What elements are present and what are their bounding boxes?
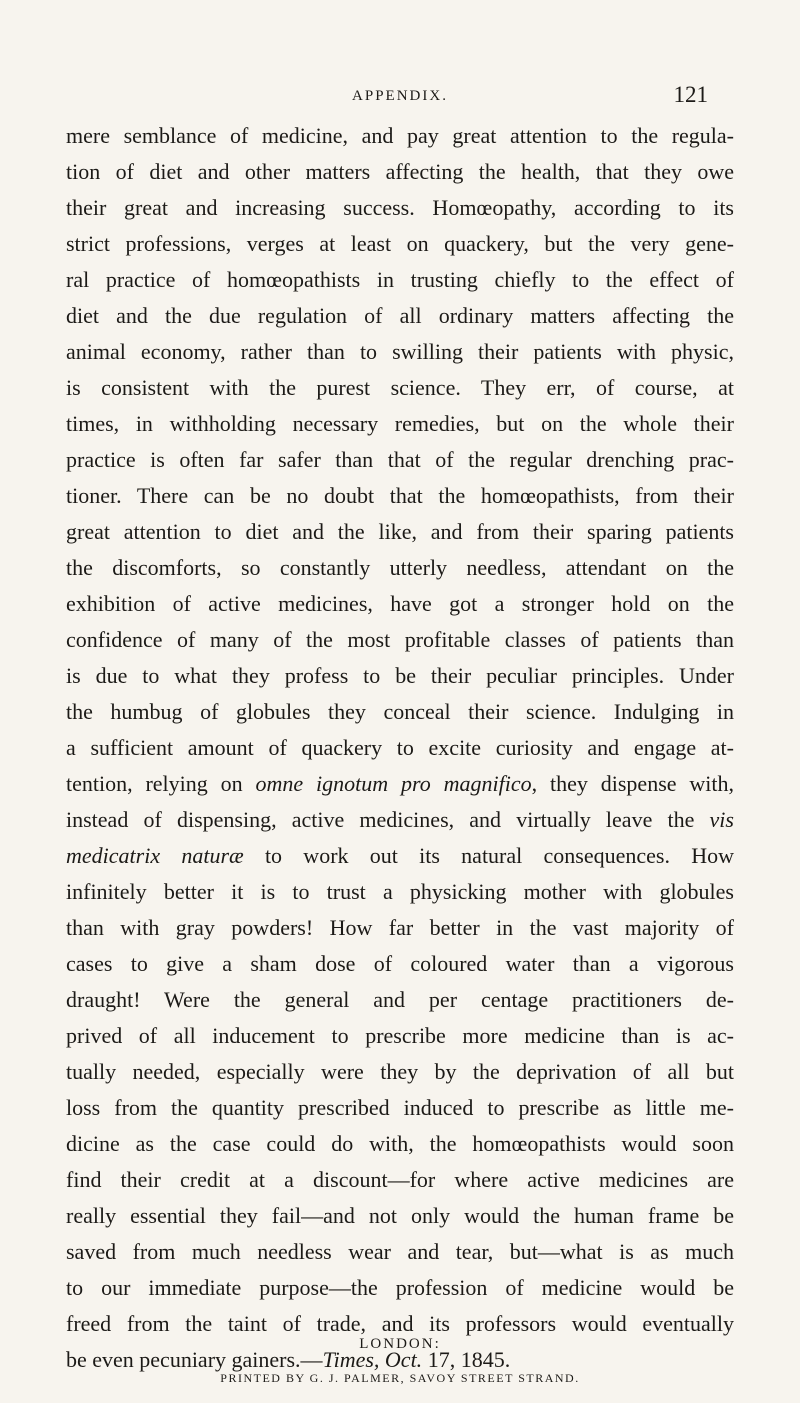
- text-line: ral practice of homœopathists in trusting chiefly to the effect of: [66, 267, 734, 292]
- text-line: tention, relying on omne ignotum pro magnifico, they dispense with,: [66, 771, 734, 796]
- text-line: the humbug of globules they conceal their science. Indulging in: [66, 699, 734, 724]
- italic-phrase: Times, Oct.: [322, 1347, 423, 1372]
- text-line: confidence of many of the most profitable classes of patients than: [66, 627, 734, 652]
- italic-phrase: vis: [709, 807, 734, 832]
- text-line: draught! Were the general and per centage practitioners de-: [66, 987, 734, 1012]
- text-line: great attention to diet and the like, and from their sparing patients: [66, 519, 734, 544]
- text-line: times, in withholding necessary remedies, but on the whole their: [66, 411, 734, 436]
- text-line: animal economy, rather than to swilling their patients with physic,: [66, 339, 734, 364]
- text-line: prived of all inducement to prescribe more medicine than is ac-: [66, 1023, 734, 1048]
- text-line: the discomforts, so constantly utterly needless, attendant on the: [66, 555, 734, 580]
- italic-phrase: omne ignotum pro magnifico: [255, 771, 532, 796]
- text-line: saved from much needless wear and tear, but—what is as much: [66, 1239, 734, 1264]
- text-line: exhibition of active medicines, have got a stronger hold on the: [66, 591, 734, 616]
- text-line: find their credit at a discount—for where active medicines are: [66, 1167, 734, 1192]
- text-line: their great and increasing success. Homœopathy, according to its: [66, 195, 734, 220]
- imprint-place: LONDON:: [359, 1336, 441, 1352]
- text-line: practice is often far safer than that of the regular drenching prac-: [66, 447, 734, 472]
- text-line: a sufficient amount of quackery to excite curiosity and engage at-: [66, 735, 734, 760]
- page-number: 121: [673, 82, 708, 107]
- italic-phrase: medicatrix naturæ: [66, 843, 244, 868]
- text-line: diet and the due regulation of all ordinary matters affecting the: [66, 303, 734, 328]
- text-line: strict professions, verges at least on quackery, but the very gene-: [66, 231, 734, 256]
- running-head: APPENDIX.: [352, 88, 448, 104]
- text-line: tion of diet and other matters affecting the health, that they owe: [66, 159, 734, 184]
- text-line: to our immediate purpose—the profession of medicine would be: [66, 1275, 734, 1300]
- text-line: than with gray powders! How far better in the vast majority of: [66, 915, 734, 940]
- text-line: medicatrix naturæ to work out its natural consequences. How: [66, 843, 734, 868]
- imprint-printer: PRINTED BY G. J. PALMER, SAVOY STREET STRAND.: [220, 1371, 580, 1385]
- text-line: is consistent with the purest science. They err, of course, at: [66, 375, 734, 400]
- text-line: infinitely better it is to trust a physicking mother with globules: [66, 879, 734, 904]
- text-line: instead of dispensing, active medicines, and virtually leave the vis: [66, 807, 734, 832]
- text-line: really essential they fail—and not only would the human frame be: [66, 1203, 734, 1228]
- text-line: loss from the quantity prescribed induced to prescribe as little me-: [66, 1095, 734, 1120]
- text-line: be even pecuniary gainers.—Times, Oct. 17, 1845.: [66, 1347, 511, 1372]
- text-line: tioner. There can be no doubt that the homœopathists, from their: [66, 483, 734, 508]
- text-line: tually needed, especially were they by the deprivation of all but: [66, 1059, 734, 1084]
- text-line: dicine as the case could do with, the homœopathists would soon: [66, 1131, 734, 1156]
- text-line: is due to what they profess to be their peculiar principles. Under: [66, 663, 734, 688]
- text-line: cases to give a sham dose of coloured water than a vigorous: [66, 951, 734, 976]
- text-line: mere semblance of medicine, and pay great attention to the regula-: [66, 123, 734, 148]
- text-line: freed from the taint of trade, and its professors would eventually: [66, 1311, 734, 1336]
